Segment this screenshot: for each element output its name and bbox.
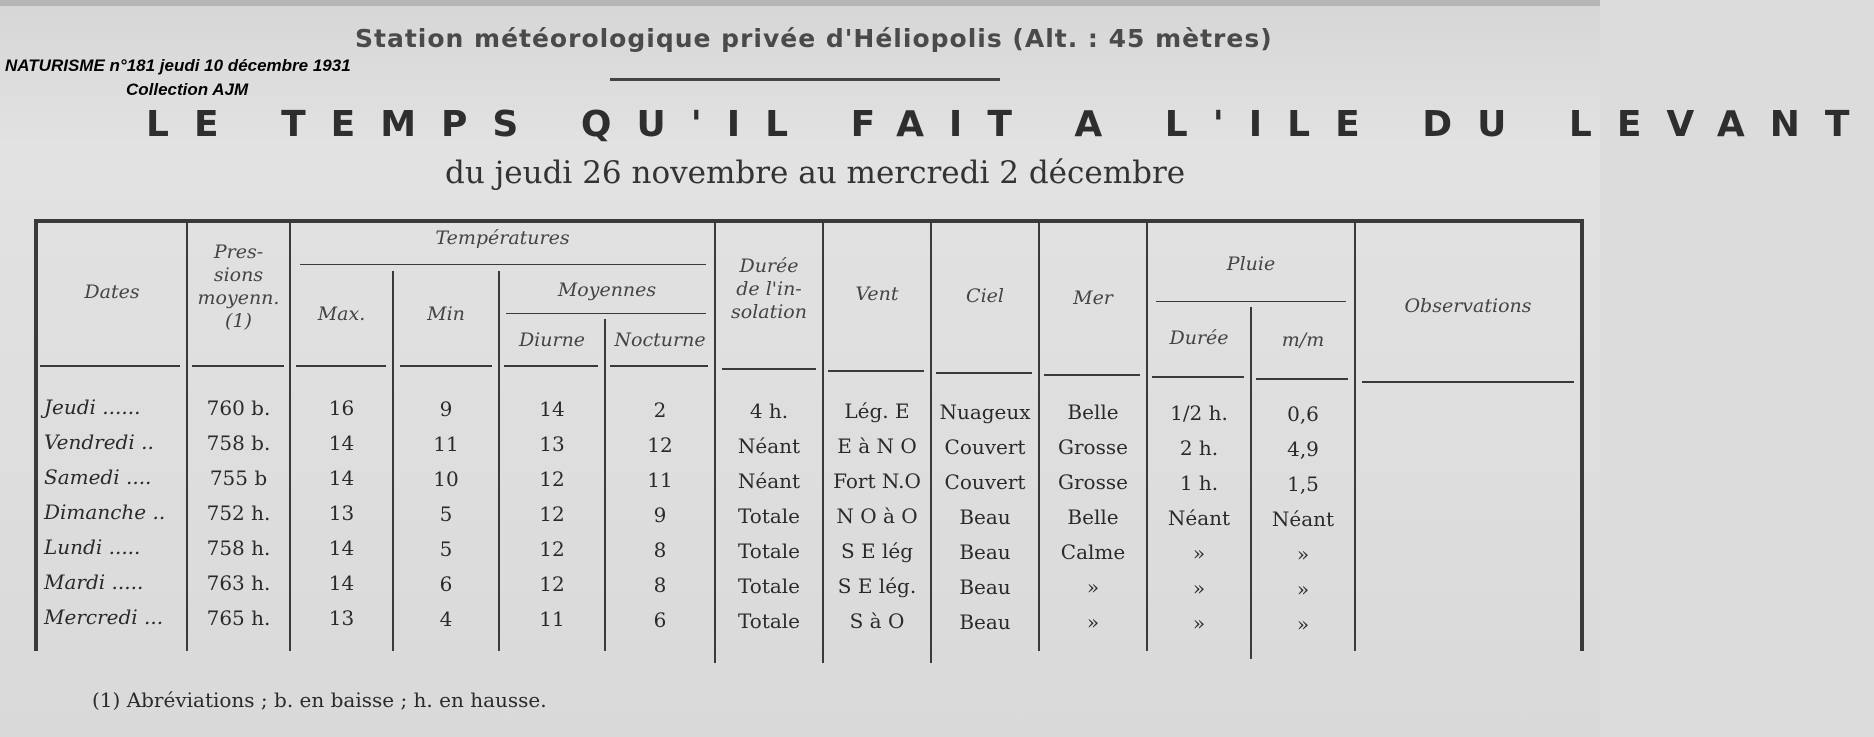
table-cell-min: 5: [439, 502, 453, 526]
table-cell-date: Dimanche ..: [44, 500, 166, 524]
table-cell-duree: 1/2 h.: [1170, 401, 1228, 425]
table-cell-pression: 763 h.: [206, 571, 271, 595]
table-cell-mer: Calme: [1060, 540, 1126, 564]
header-mer: Mer: [1073, 287, 1113, 309]
header-pluie-mm: m/m: [1281, 329, 1325, 351]
table-cell-vent: S E lég.: [837, 574, 917, 598]
table-cell-vent: N O à O: [836, 504, 918, 528]
table-cell-nocturne: 12: [647, 433, 673, 457]
table-cell-nocturne: 11: [647, 468, 673, 492]
table-cell-nocturne: 8: [653, 538, 667, 562]
table-cell-mer: »: [1086, 610, 1100, 634]
table-cell-mer: Belle: [1067, 505, 1119, 529]
table-top-border: [34, 219, 1584, 223]
table-cell-duree: »: [1192, 611, 1206, 635]
header-rule: [828, 370, 924, 372]
header-max: Max.: [317, 303, 366, 325]
table-cell-vent: E à N O: [837, 434, 917, 458]
table-cell-mer: Belle: [1067, 400, 1119, 424]
table-cell-nocturne: 6: [653, 608, 667, 632]
station-heading: Station météorologique privée d'Héliopolis (Alt. : 45 mètres): [355, 24, 1273, 53]
table-cell-ciel: Couvert: [944, 470, 1026, 494]
header-temperatures: Températures: [435, 227, 570, 249]
header-rule: [1152, 376, 1244, 378]
header-rule: [1362, 381, 1574, 383]
table-cell-diurne: 12: [539, 502, 565, 526]
table-cell-nocturne: 9: [653, 503, 667, 527]
table-cell-vent: Lég. E: [844, 399, 910, 423]
table-cell-insolation: Néant: [737, 434, 801, 458]
header-insolation: Durée de l'in- solation: [731, 255, 807, 323]
header-rule: [296, 365, 386, 367]
table-cell-mm: 4,9: [1287, 437, 1319, 461]
header-rule: [936, 372, 1032, 374]
table-cell-diurne: 12: [539, 537, 565, 561]
table-cell-diurne: 11: [539, 607, 565, 631]
table-cell-ciel: Beau: [959, 540, 1011, 564]
table-cell-mer: Grosse: [1058, 435, 1128, 459]
table-cell-diurne: 12: [539, 572, 565, 596]
table-cell-duree: »: [1192, 576, 1206, 600]
col-separator: [1354, 223, 1356, 651]
table-cell-max: 14: [328, 571, 355, 595]
temperatures-group-rule: [300, 264, 706, 265]
header-min: Min: [427, 303, 465, 325]
table-cell-insolation: Totale: [737, 574, 801, 598]
page-subtitle: du jeudi 26 novembre au mercredi 2 décembre: [445, 155, 1186, 191]
header-rule: [1044, 374, 1140, 376]
table-cell-pression: 755 b: [209, 466, 268, 490]
table-cell-diurne: 14: [539, 397, 565, 421]
table-cell-ciel: Beau: [959, 610, 1011, 634]
header-moyennes: Moyennes: [557, 279, 657, 301]
weather-table: [34, 219, 1584, 669]
table-cell-pression: 760 b.: [206, 396, 271, 420]
table-cell-min: 5: [439, 537, 453, 561]
table-cell-nocturne: 2: [653, 398, 667, 422]
table-cell-min: 6: [439, 572, 453, 596]
header-rule: [610, 365, 708, 367]
table-cell-duree: Néant: [1167, 506, 1231, 530]
header-ciel: Ciel: [966, 285, 1004, 307]
table-cell-max: 14: [328, 431, 355, 455]
table-cell-diurne: 12: [539, 467, 565, 491]
table-cell-mm: 0,6: [1287, 402, 1319, 426]
header-nocturne: Nocturne: [614, 329, 706, 351]
page-title: LE TEMPS QU'IL FAIT A L'ILE DU LEVANT: [146, 104, 1874, 145]
header-pluie: Pluie: [1226, 253, 1276, 275]
header-rule: [400, 365, 492, 367]
page-top-edge: [0, 0, 1600, 6]
table-cell-insolation: Totale: [737, 609, 801, 633]
header-rule: [1256, 378, 1348, 380]
table-cell-date: Lundi .....: [44, 535, 141, 559]
table-cell-insolation: Néant: [737, 469, 801, 493]
table-cell-ciel: Nuageux: [939, 400, 1031, 424]
pluie-group-rule: [1156, 301, 1346, 302]
source-caption: NATURISME n°181 jeudi 10 décembre 1931: [5, 56, 351, 75]
table-cell-vent: S E lég: [840, 539, 914, 563]
table-cell-insolation: Totale: [737, 539, 801, 563]
collection-caption: Collection AJM: [126, 80, 249, 99]
header-rule: [192, 365, 284, 367]
table-cell-min: 9: [439, 397, 453, 421]
table-cell-mm: »: [1296, 542, 1310, 566]
table-cell-pression: 758 h.: [206, 536, 271, 560]
table-cell-date: Mercredi ...: [44, 605, 164, 629]
table-cell-mm: 1,5: [1287, 472, 1319, 496]
table-cell-diurne: 13: [539, 432, 565, 456]
table-cell-date: Samedi ....: [44, 465, 152, 489]
table-cell-max: 13: [328, 501, 355, 525]
table-cell-duree: »: [1192, 541, 1206, 565]
table-cell-ciel: Beau: [959, 505, 1011, 529]
header-pluie-duree: Durée: [1169, 327, 1229, 349]
table-cell-max: 14: [328, 536, 355, 560]
table-cell-ciel: Beau: [959, 575, 1011, 599]
table-cell-mm: »: [1296, 612, 1310, 636]
header-vent: Vent: [855, 283, 899, 305]
table-cell-min: 4: [439, 607, 453, 631]
table-cell-insolation: Totale: [737, 504, 801, 528]
table-cell-mer: Grosse: [1058, 470, 1128, 494]
table-cell-ciel: Couvert: [944, 435, 1026, 459]
table-cell-vent: Fort N.O: [833, 469, 921, 493]
header-rule: [722, 368, 816, 370]
table-cell-mm: »: [1296, 577, 1310, 601]
moyennes-group-rule: [506, 313, 706, 314]
header-rule: [504, 365, 598, 367]
table-cell-pression: 765 h.: [206, 606, 271, 630]
header-pressions: Pres- sions moyenn. (1): [197, 241, 280, 332]
table-cell-mer: »: [1086, 575, 1100, 599]
table-cell-date: Jeudi ......: [44, 395, 141, 419]
table-cell-max: 13: [328, 606, 355, 630]
header-rule: [40, 365, 180, 367]
table-cell-min: 10: [433, 467, 459, 491]
heading-rule: [610, 78, 1000, 81]
table-cell-date: Vendredi ..: [44, 430, 154, 454]
table-cell-mm: Néant: [1271, 507, 1335, 531]
table-cell-insolation: 4 h.: [749, 399, 789, 423]
header-observations: Observations: [1404, 295, 1532, 317]
table-cell-duree: 2 h.: [1179, 436, 1219, 460]
table-right-border: [1580, 219, 1584, 651]
footnote: (1) Abréviations ; b. en baisse ; h. en hausse.: [92, 688, 547, 712]
header-dates: Dates: [84, 281, 140, 303]
table-cell-pression: 758 b.: [206, 431, 271, 455]
table-cell-duree: 1 h.: [1179, 471, 1219, 495]
table-cell-date: Mardi .....: [44, 570, 144, 594]
table-cell-min: 11: [433, 432, 459, 456]
table-cell-max: 16: [328, 396, 355, 420]
table-cell-pression: 752 h.: [206, 501, 271, 525]
table-cell-vent: S à O: [849, 609, 905, 633]
table-cell-max: 14: [328, 466, 355, 490]
table-cell-nocturne: 8: [653, 573, 667, 597]
header-diurne: Diurne: [518, 329, 586, 351]
